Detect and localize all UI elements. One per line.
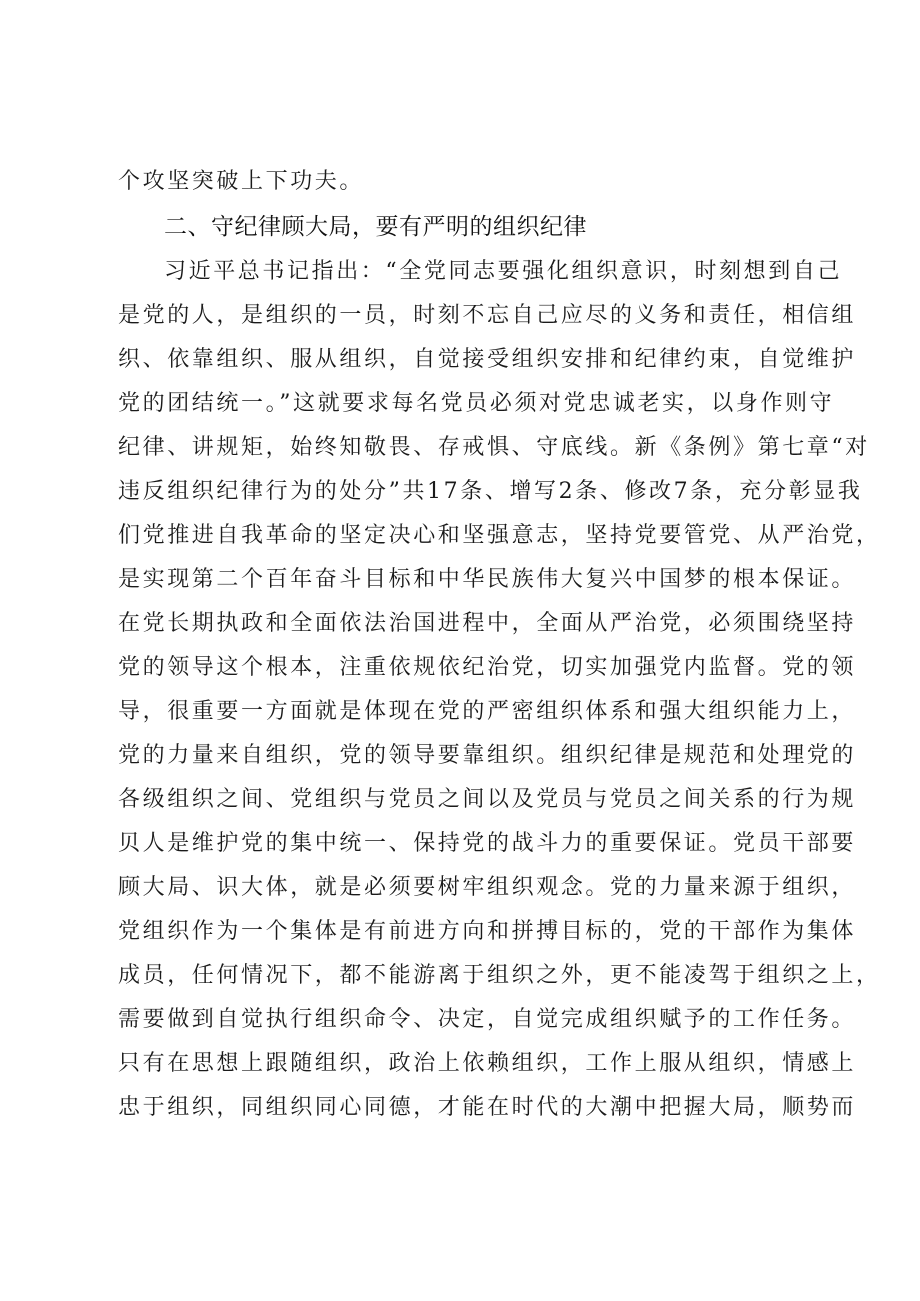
paragraph-line: 纪律、讲规矩，始终知敬畏、存戒惧、守底线。新《条例》第七章“对: [118, 435, 870, 460]
paragraph-line: 党组织作为一个集体是有前进方向和拼搏目标的，党的干部作为集体: [118, 919, 857, 944]
paragraph-line: 党的领导这个根本，注重依规依纪治党，切实加强党内监督。党的领: [118, 655, 857, 680]
paragraph-line: 在党长期执政和全面依法治国进程中，全面从严治党，必须围绕坚持: [118, 611, 857, 636]
paragraph-line: 只有在思想上跟随组织，政治上依赖组织，工作上服从组织，情感上: [118, 1051, 857, 1076]
paragraph-line: 是实现第二个百年奋斗目标和中华民族伟大复兴中国梦的根本保证。: [118, 567, 857, 592]
paragraph-line: 忠于组织，同组织同心同德，才能在时代的大潮中把握大局，顺势而: [118, 1095, 857, 1120]
paragraph-line: 顾大局、识大体，就是必须要树牢组织观念。党的力量来源于组织，: [118, 875, 857, 900]
paragraph-line: 党的力量来自组织，党的领导要靠组织。组织纪律是规范和处理党的: [118, 743, 857, 768]
paragraph-line: 导，很重要一方面就是体现在党的严密组织体系和强大组织能力上，: [118, 699, 857, 724]
paragraph-line-prev-tail: 个攻坚突破上下功夫。: [118, 169, 365, 194]
paragraph-line: 习近平总书记指出：“全党同志要强化组织意识，时刻想到自己: [164, 259, 843, 284]
section-heading: 二、守纪律顾大局，要有严明的组织纪律: [164, 214, 587, 240]
paragraph-line: 需要做到自觉执行组织命令、决定，自觉完成组织赋予的工作任务。: [118, 1007, 857, 1032]
paragraph-line: 贝人是维护党的集中统一、保持党的战斗力的重要保证。党员干部要: [118, 831, 857, 856]
paragraph-line: 们党推进自我革命的坚定决心和坚强意志，坚持党要管党、从严治党，: [118, 523, 881, 548]
paragraph-line: 是党的人，是组织的一员，时刻不忘自己应尽的义务和责任，相信组: [118, 303, 857, 328]
paragraph-line: 党的团结统一。”这就要求每名党员必须对党忠诚老实，以身作则守: [118, 391, 835, 416]
paragraph-line: 各级组织之间、党组织与党员之间以及党员与党员之间关系的行为规: [118, 787, 857, 812]
paragraph-line: 违反组织纪律行为的处分”共17条、增写2条、修改7条，充分彰显我: [118, 479, 863, 504]
paragraph-line: 织、依靠组织、服从组织，自觉接受组织安排和纪律约束，自觉维护: [118, 347, 857, 372]
paragraph-line: 成员，任何情况下，都不能游离于组织之外，更不能凌驾于组织之上，: [118, 963, 881, 988]
